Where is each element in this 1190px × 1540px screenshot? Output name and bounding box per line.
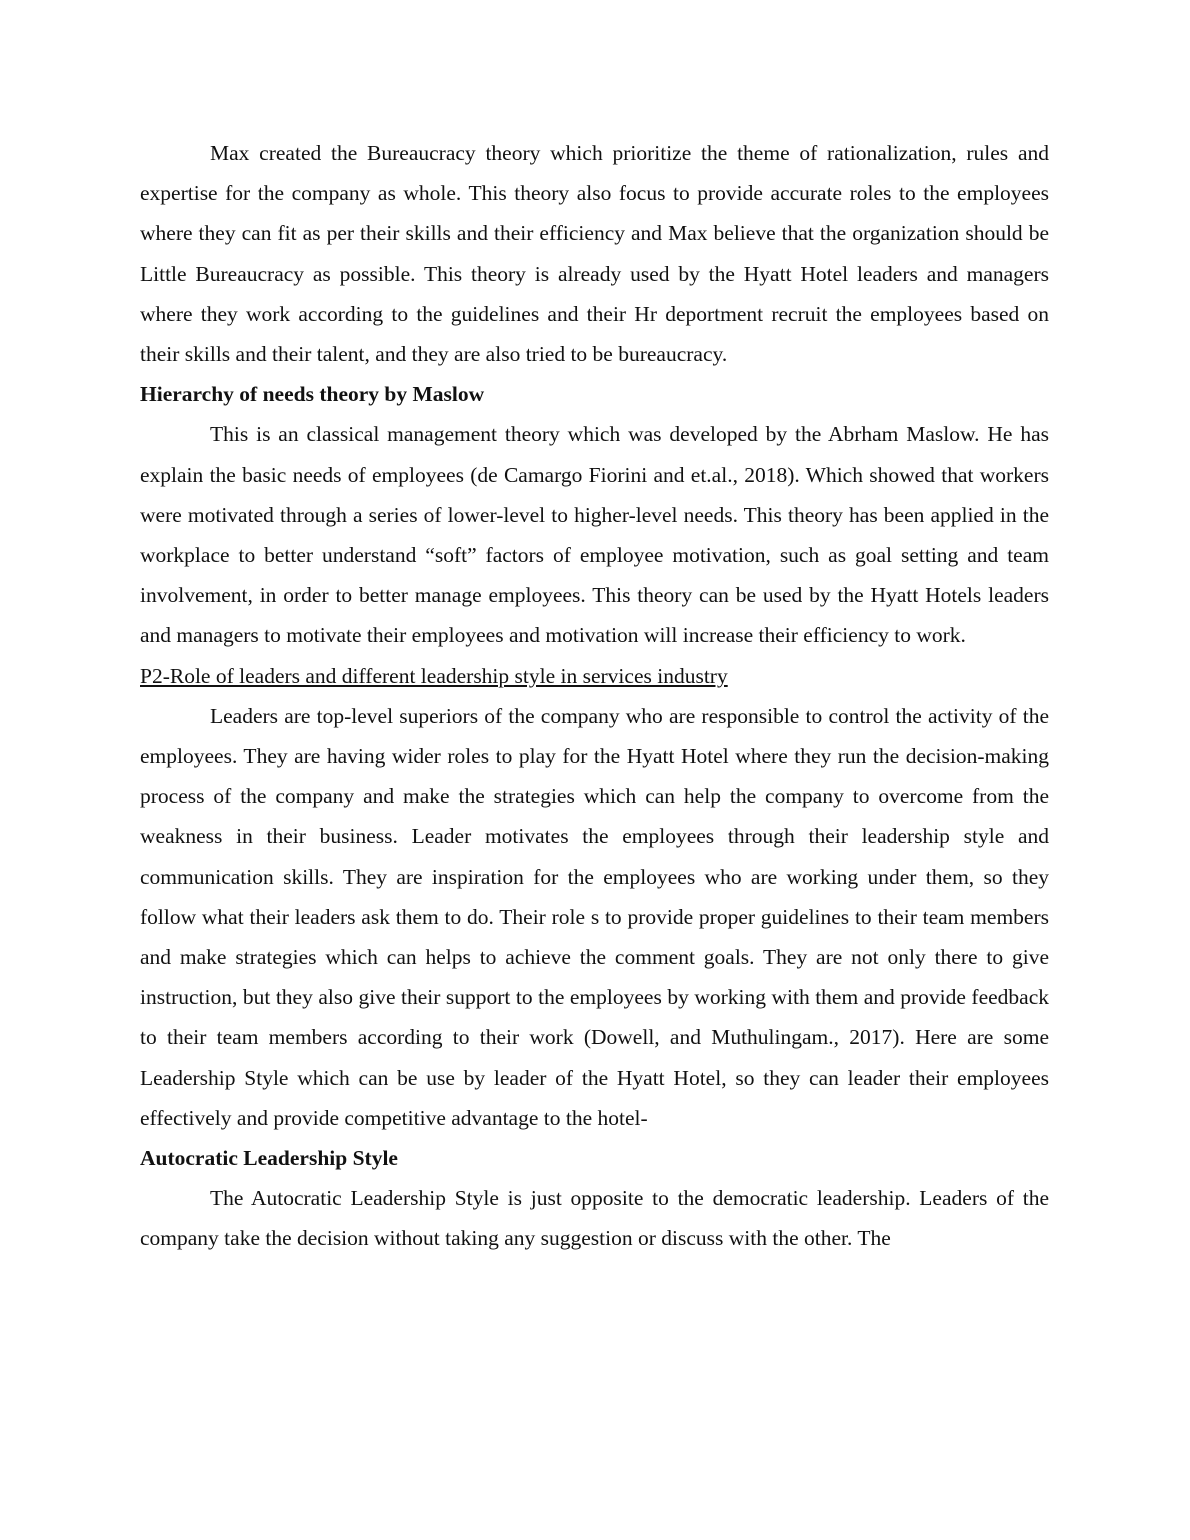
paragraph-maslow: This is an classical management theory which was developed by the Abrham Maslow. He has explain the basic needs of employees (de Camargo Fiorini and et.al., 2018). Which showed that workers were motivated through a series of lower-level to higher-level needs. This theory has been applied in the workplace to better understand “soft” factors of employee motivation, such as goal setting and team involvement, in order to better manage employees. This theory can be used by the Hyatt Hotels leaders and managers to motivate their employees and motivation will increase their efficiency to work.: [140, 422, 1049, 648]
paragraph-leaders: Leaders are top-level superiors of the company who are responsible to control the activity of the employees. They are having wider roles to play for the Hyatt Hotel where they run the decision-making process of the company and make the strategies which can help the company to overcome from the weakness in their business. Leader motivates the employees through their leadership style and communication skills. They are inspiration for the employees who are working under them, so they follow what their leaders ask them to do. Their role s to provide proper guidelines to their team members and make strategies which can helps to achieve the comment goals. They are not only there to give instruction, but they also give their support to the employees by working with them and provide feedback to their team members according to their work (Dowell, and Muthulingam., 2017). Here are some Leadership Style which can be use by leader of the Hyatt Hotel, so they can leader their employees effectively and provide competitive advantage to the hotel-: [140, 703, 1049, 1130]
document-page: [140, 133, 1049, 1259]
heading-autocratic: Autocratic Leadership Style: [140, 1146, 398, 1171]
paragraph-bureaucracy: Max created the Bureaucracy theory which prioritize the theme of rationalization, rules and expertise for the company as whole. This theory also focus to provide accurate roles to the employees where they can fit as per their skills and their efficiency and Max believe that the organization should be Little Bureaucracy as possible. This theory is already used by the Hyatt Hotel leaders and managers where they work according to the guidelines and their Hr deportment recruit the employees based on their skills and their talent, and they are also tried to be bureaucracy.: [140, 141, 1049, 367]
heading-p2-leadership: P2-Role of leaders and different leadership style in services industry: [140, 663, 728, 688]
paragraph-autocratic: The Autocratic Leadership Style is just opposite to the democratic leadership. Leaders of the company take the decision without taking any suggestion or discuss with the other. The: [140, 1186, 1049, 1251]
heading-maslow: Hierarchy of needs theory by Maslow: [140, 382, 485, 407]
